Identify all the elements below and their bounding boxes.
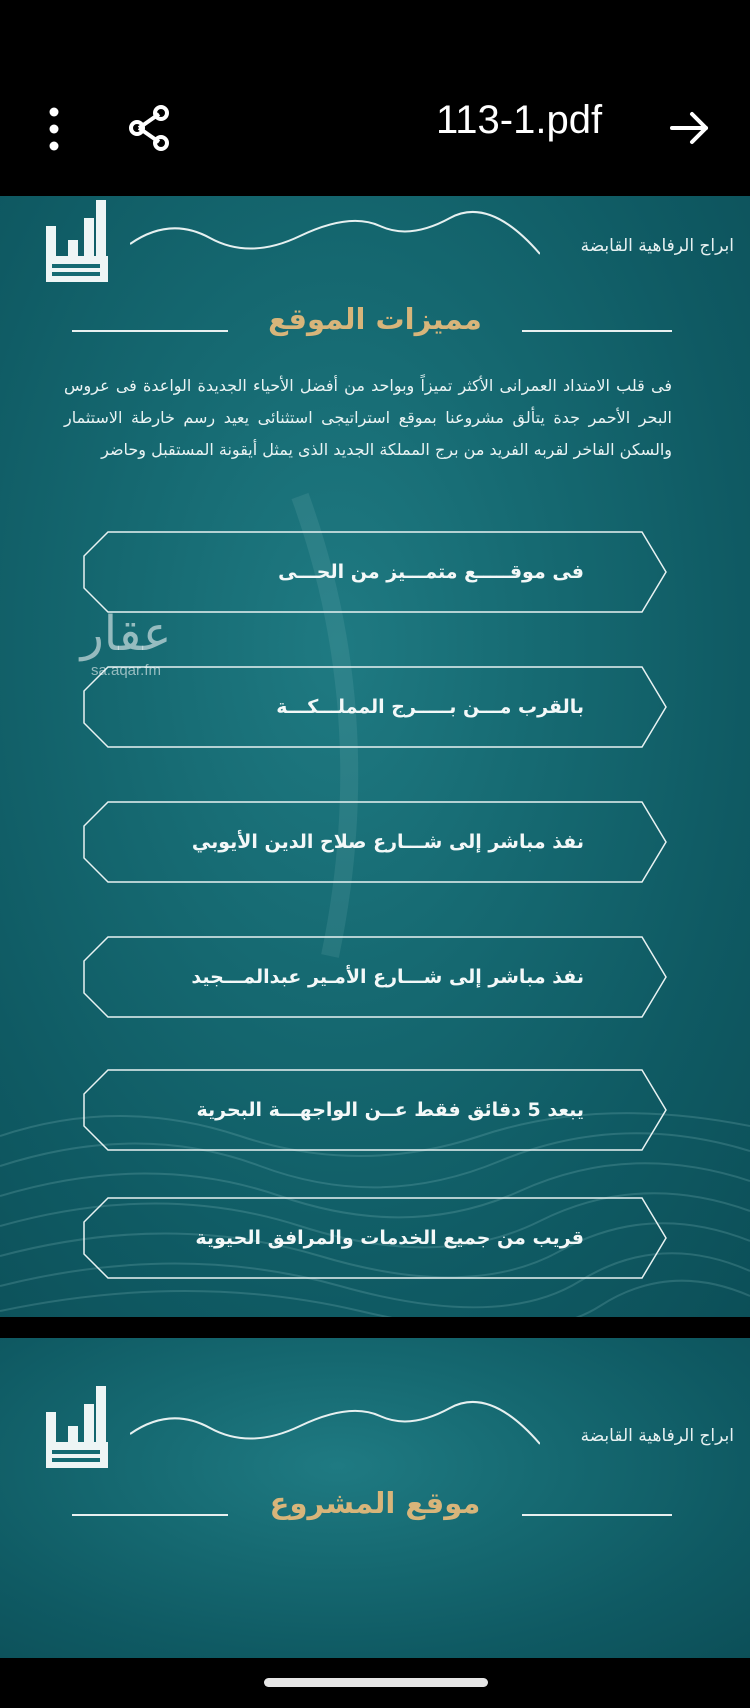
system-navigation-bar xyxy=(0,1658,750,1708)
heading-divider-right xyxy=(522,330,672,332)
home-indicator[interactable] xyxy=(264,1678,488,1687)
feature-label: فى موقـــــع متمـــيز من الحـــى xyxy=(278,561,584,583)
feature-box xyxy=(82,935,668,1019)
heading-divider-right xyxy=(522,1514,672,1516)
intro-paragraph: فى قلب الامتداد العمرانى الأكثر تميزاً وبواحد من أفضل الأحياء الجديدة الواعدة فى عروس البحر الأحمر جدة يتألق مشروعنا بموقع استراتيجى استثنائى يعيد رسم خارطة الاستثمار والسكن الفاخر لقربه الفريد من برج المملكة الجديد الذى يمثل أيقونة المستقبل وحاضر xyxy=(64,376,672,459)
page-separator xyxy=(0,1317,750,1338)
arrow-forward-icon[interactable] xyxy=(668,106,712,150)
feature-box xyxy=(82,1196,668,1280)
page-heading: مميزات الموقع xyxy=(268,302,482,336)
company-logo-icon xyxy=(44,196,110,286)
feature-label: بالقرب مـــن بـــــرج المملـــكـــة xyxy=(276,696,584,718)
feature-label: نفذ مباشر إلى شـــارع صلاح الدين الأيوبي xyxy=(191,831,584,853)
document-title: 113-1.pdf xyxy=(436,98,603,142)
watermark-logo-text: عقار xyxy=(80,606,172,662)
feature-box xyxy=(82,800,668,884)
watermark-url: sa.aqar.fm xyxy=(90,662,162,679)
wave-ornament-icon xyxy=(130,206,540,266)
feature-label: يبعد 5 دقائق فقط عــن الواجهـــة البحرية xyxy=(196,1099,584,1121)
feature-label: نفذ مباشر إلى شـــارع الأمـير عبدالمـــجيد xyxy=(191,966,584,988)
company-name: ابراج الرفاهية القابضة xyxy=(580,236,734,256)
app-toolbar xyxy=(0,0,750,196)
more-vertical-icon[interactable] xyxy=(42,106,66,152)
watermark xyxy=(66,606,186,680)
feature-label: قريب من جميع الخدمات والمرافق الحيوية xyxy=(195,1227,584,1249)
page-heading: موقع المشروع xyxy=(269,1486,481,1520)
pdf-page-1[interactable] xyxy=(0,196,750,1317)
wave-ornament-icon xyxy=(130,1396,540,1456)
pdf-page-2[interactable] xyxy=(0,1338,750,1658)
feature-box xyxy=(82,1068,668,1152)
share-icon[interactable] xyxy=(126,104,174,152)
company-logo-icon xyxy=(44,1382,110,1472)
company-name: ابراج الرفاهية القابضة xyxy=(580,1426,734,1446)
feature-box xyxy=(82,530,668,614)
